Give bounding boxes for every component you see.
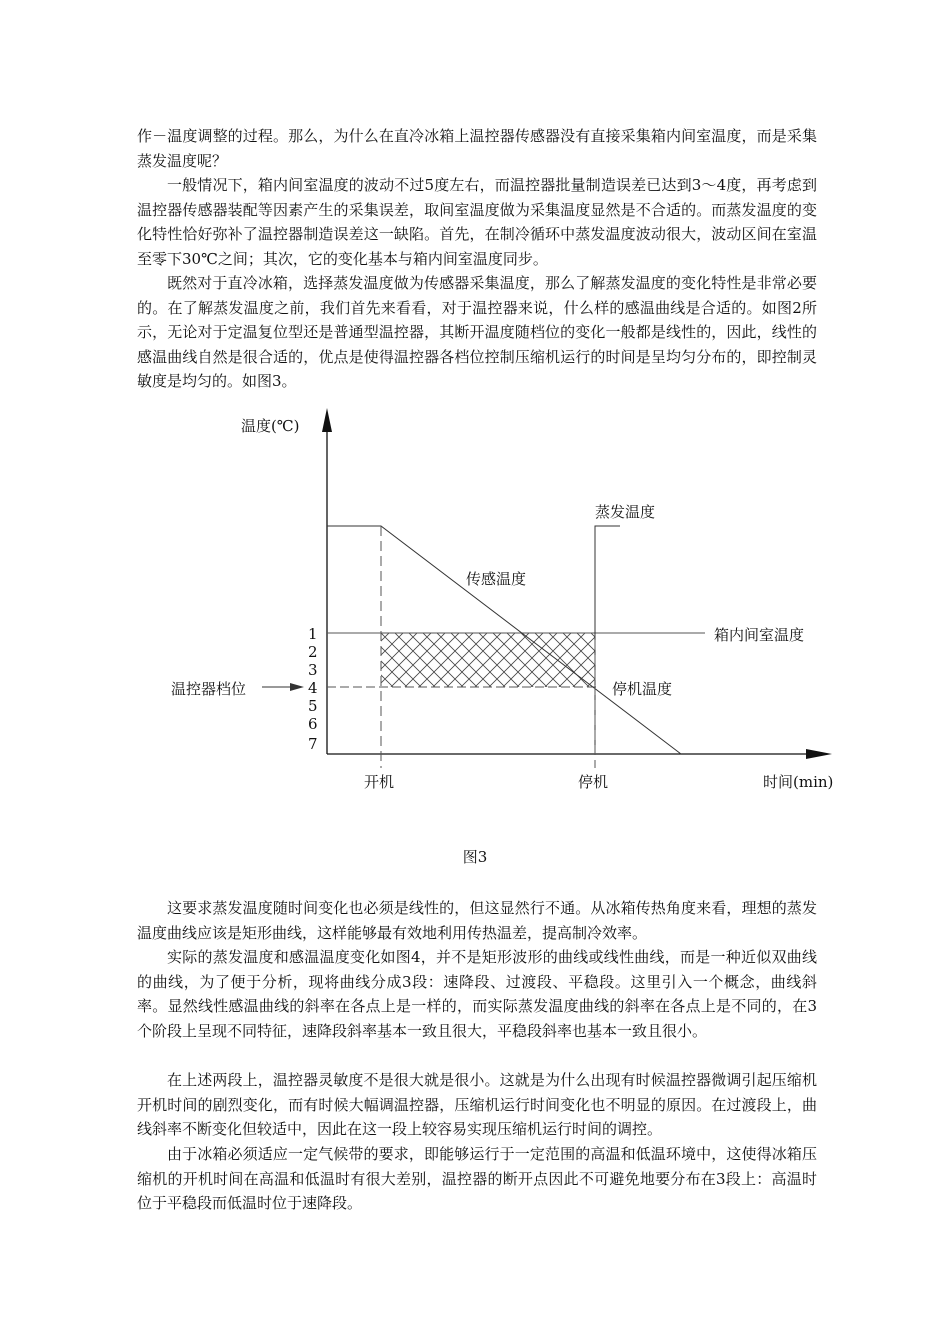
x-axis-label: 时间(min)	[763, 773, 834, 791]
room-temperature-label: 箱内间室温度	[714, 626, 805, 644]
level-4-label: 4	[308, 679, 318, 697]
stop-temperature-label: 停机温度	[612, 680, 673, 698]
start-label: 开机	[364, 773, 395, 791]
level-6-label: 6	[308, 715, 318, 733]
level-7-label: 7	[308, 735, 318, 753]
paragraph-climate-range: 由于冰箱必须适应一定气候带的要求，即能够运行于一定范围的高温和低温环境中，这使得冰箱压缩机的开机时间在高温和低温时有很大差别，温控器的断开点因此不可避免地要分布在3段上：高温时位于平稳段而低温时位于速降段。	[137, 1145, 817, 1212]
paragraph-evap-temp-characteristics: 既然对于直冷冰箱，选择蒸发温度做为传感器采集温度，那么了解蒸发温度的变化特性是非常必要的。在了解蒸发温度之前，我们首先来看看，对于温控器来说，什么样的感温曲线是合适的。如图2所示，无论对于定温复位型还是普通型温控器，其断开温度随档位的变化一般都是线性的，因此，线性的感温曲线自然是很合适的，优点是使得温控器各档位控制压缩机运行的时间是呈均匀分布的，即控制灵敏度是均匀的。如图3。	[137, 274, 817, 390]
paragraph-sensitivity: 在上述两段上，温控器灵敏度不是很大就是很小。这就是为什么出现有时候温控器微调引起压缩机开机时间的剧烈变化，而有时候大幅调温控器，压缩机运行时间变化也不明显的原因。在过渡段上，曲线斜率不断变化但较适中，因此在这一段上较容易实现压缩机运行时间的调控。	[137, 1071, 817, 1138]
paragraph-intro-continuation: 作－温度调整的过程。那么，为什么在直冷冰箱上温控器传感器没有直接采集箱内间室温度，而是采集蒸发温度呢？	[137, 127, 817, 170]
evaporation-temperature-step	[595, 526, 620, 754]
evaporation-temperature-label: 蒸发温度	[595, 503, 656, 521]
stop-label: 停机	[578, 773, 609, 791]
level-2-label: 2	[308, 643, 318, 661]
figure-caption: 图3	[462, 848, 488, 866]
sensor-temperature-label: 传感温度	[466, 570, 527, 588]
y-axis-label: 温度(℃)	[241, 417, 300, 435]
paragraph-actual-curve: 实际的蒸发温度和感温温度变化如图4，并不是矩形波形的曲线或线性曲线，而是一种近似双曲线的曲线，为了便于分析，现将曲线分成3段：速降段、过渡段、平稳段。这里引入一个概念，曲线斜率。显然线性感温曲线的斜率在各点上是一样的，而实际蒸发温度曲线的斜率在各点上是不同的，在3个阶段上呈现不同特征，速降段斜率基本一致且很大，平稳段斜率也基本一致且很小。	[137, 948, 817, 1040]
y-axis-arrow	[322, 408, 332, 432]
control-band-hatch	[381, 633, 595, 687]
level-5-label: 5	[308, 697, 318, 715]
dial-pointer-arrow	[290, 683, 304, 691]
x-axis-arrow	[806, 749, 832, 759]
paragraph-linear-requirement: 这要求蒸发温度随时间变化也必须是线性的，但这显然行不通。从冰箱传热角度来看，理想的蒸发温度曲线应该是矩形曲线，这样能够最有效地利用传热温差，提高制冷效率。	[137, 899, 817, 942]
level-1-label: 1	[308, 625, 318, 643]
dial-position-label: 温控器档位	[171, 680, 247, 698]
level-3-label: 3	[308, 661, 318, 679]
paragraph-room-temp-fluctuation: 一般情况下，箱内间室温度的波动不过5度左右，而温控器批量制造误差已达到3～4度，再考虑到温控器传感器装配等因素产生的采集误差，取间室温度做为采集温度显然是不合适的。而蒸发温度的变化特性恰好弥补了温控器制造误差这一缺陷。首先，在制冷循环中蒸发温度波动很大，波动区间在室温至零下30℃之间；其次，它的变化基本与箱内间室温度同步。	[137, 176, 817, 268]
